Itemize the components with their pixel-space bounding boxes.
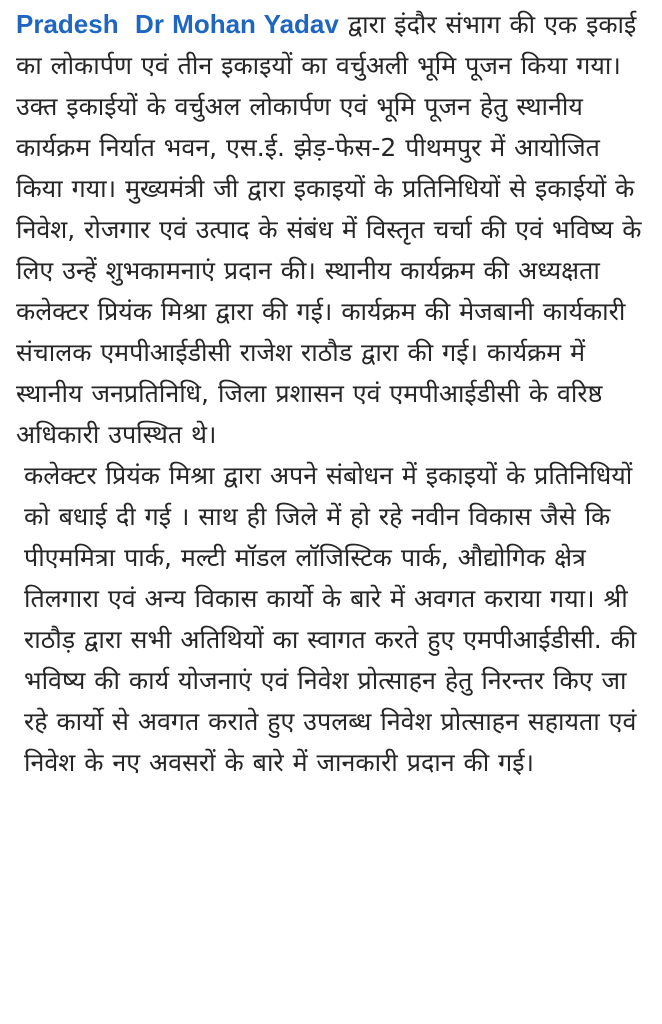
mention-link[interactable]: Pradesh Dr Mohan Yadav xyxy=(16,9,339,39)
post-paragraph-2: कलेक्टर प्रियंक मिश्रा द्वारा अपने संबोधन में इकाइयों के प्रतिनिधियों को बधाई दी गई । साथ ही जिले में हो रहे नवीन विकास जैसे कि पीएममित्रा पार्क, मल्टी मॉडल लॉजिस्टिक पार्क, औद्योगिक क्षेत्र तिलगारा एवं अन्य विकास कार्यो के बारे में अवगत कराया गया। श्री राठौड़ द्वारा सभी अतिथियों का स्वागत करते हुए एमपीआईडीसी. की भविष्य की कार्य योजनाएं एवं निवेश प्रोत्साहन हेतु निरन्तर किए जा रहे कार्यो से अवगत कराते हुए उपलब्ध निवेश प्रोत्साहन सहायता एवं निवेश के नए अवसरों के बारे में जानकारी प्रदान की गई। xyxy=(24,461,637,777)
post-paragraph-1 xyxy=(16,4,648,455)
paragraph-1-text: द्वारा इंदौर संभाग की एक इकाई का लोकार्पण एवं तीन इकाइयों का वर्चुअली भूमि पूजन किया गया। उक्त इकाईयों के वर्चुअल लोकार्पण एवं भूमि पूजन हेतु स्थानीय कार्यक्रम निर्यात भवन, एस.ई. झेड़-फेस-2 पीथमपुर में आयोजित किया गया। मुख्यमंत्री जी द्वारा इकाइयों के प्रतिनिधियों से इकाईयों के निवेश, रोजगार एवं उत्पाद के संबंध में विस्तृत चर्चा की एवं भविष्य के लिए उन्हें शुभकामनाएं प्रदान की। स्थानीय कार्यक्रम की अध्यक्षता कलेक्टर प्रियंक मिश्रा द्वारा की गई। कार्यक्रम की मेजबानी कार्यकारी संचालक एमपीआईडीसी राजेश राठौड द्वारा की गई। कार्यक्रम में स्थानीय जनप्रतिनिधि, जिला प्रशासन एवं एमपीआईडीसी के वरिष्ठ अधिकारी उपस्थित थे। xyxy=(16,10,642,449)
